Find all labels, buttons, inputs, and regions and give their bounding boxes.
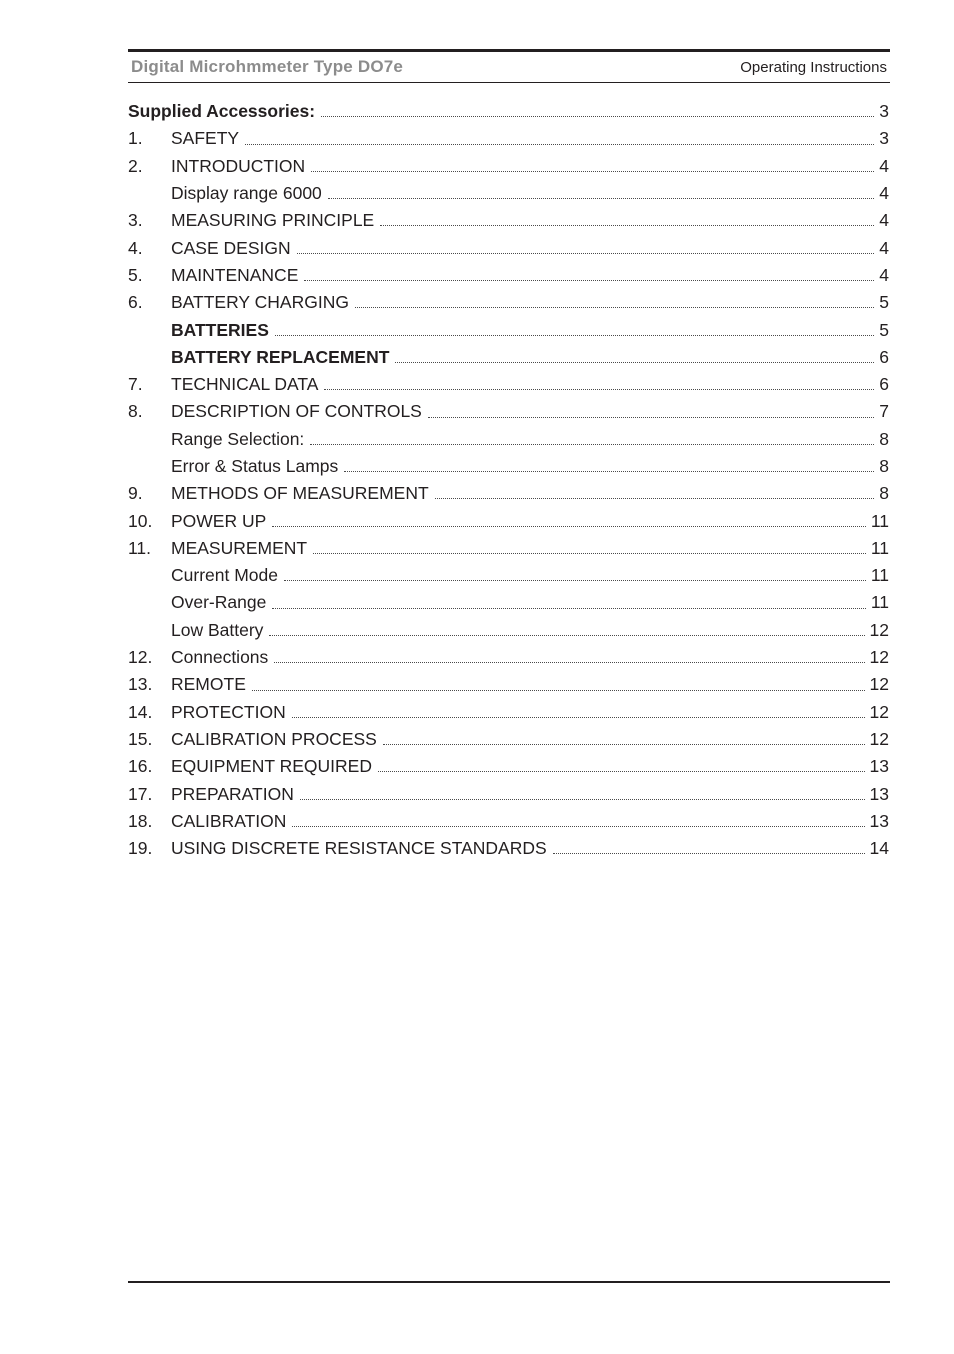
toc-entry[interactable] [128,207,889,234]
page-header [128,52,890,82]
toc-entry-page: 4 [879,183,889,204]
toc-entry-page: 7 [879,401,889,422]
toc-dot-leader [313,552,866,554]
toc-entry-number: 11. [128,537,152,558]
toc-entry-title: Range Selection: [171,428,305,449]
toc-entry-title: METHODS OF MEASUREMENT [171,483,429,504]
toc-entry-page: 11 [870,537,889,558]
toc-entry-page: 8 [879,456,889,476]
toc-entry-title: INTRODUCTION [171,155,306,176]
toc-entry-title: MAINTENANCE [171,264,299,285]
toc-entry[interactable] [128,780,889,807]
toc-entry[interactable] [128,835,889,862]
toc-entry-title: PREPARATION [171,783,294,804]
toc-entry-page: 12 [869,674,889,695]
toc-dot-leader [274,661,864,663]
toc-entry-page: 8 [879,483,889,504]
toc-entry-number: 4. [128,237,143,258]
toc-entry-number: 17. [128,783,153,804]
toc-entry[interactable] [128,562,889,589]
toc-entry[interactable] [128,671,889,698]
toc-entry-page: 4 [879,237,889,258]
toc-entry-title: CASE DESIGN [171,237,291,258]
toc-dot-leader [292,716,865,718]
toc-dot-leader [435,497,875,499]
toc-entry-page: 6 [879,346,889,367]
toc-entry-page: 11 [870,592,889,613]
toc-dot-leader [269,634,864,636]
toc-entry-page: 12 [869,701,889,722]
toc-entry-number: 3. [128,210,143,231]
toc-entry-title: BATTERY REPLACEMENT [171,346,390,367]
toc-entry[interactable] [128,644,889,671]
toc-entry-page: 12 [869,647,889,668]
toc-dot-leader [321,115,874,117]
toc-entry[interactable] [128,398,889,425]
header-bottom-rule [128,82,890,83]
toc-entry-number: 13. [128,674,153,695]
toc-entry[interactable] [128,808,889,835]
table-of-contents [128,98,889,862]
toc-entry-page: 6 [879,374,889,395]
toc-entry-title: Connections [171,647,269,668]
toc-entry[interactable] [128,426,889,453]
toc-entry-title: BATTERY CHARGING [171,292,349,313]
toc-dot-leader [275,334,874,336]
toc-entry[interactable] [128,153,889,180]
toc-entry[interactable] [128,507,889,534]
toc-entry-title: MEASURING PRINCIPLE [171,210,375,231]
toc-entry[interactable] [128,125,889,152]
toc-entry-number: 1. [128,128,143,149]
toc-entry[interactable] [128,180,889,207]
toc-entry[interactable] [128,316,889,343]
toc-entry[interactable] [128,234,889,261]
toc-entry-page: 12 [869,619,889,640]
toc-entry-page: 3 [879,101,889,122]
toc-entry-number: 5. [128,264,143,285]
toc-dot-leader [272,525,866,527]
toc-entry[interactable] [128,289,889,316]
toc-dot-leader [245,143,874,145]
toc-entry[interactable] [128,535,889,562]
toc-dot-leader [292,825,864,827]
toc-entry-page: 12 [869,728,889,749]
toc-dot-leader [310,443,874,445]
toc-entry-title: DESCRIPTION OF CONTROLS [171,401,422,422]
toc-entry-number: 6. [128,292,143,313]
toc-entry-page: 11 [870,565,889,586]
toc-dot-leader [328,197,874,199]
toc-entry-number: 8. [128,401,143,422]
toc-entry-number: 16. [128,756,153,777]
toc-entry[interactable] [128,617,889,644]
toc-entry[interactable] [128,371,889,398]
toc-dot-leader [355,306,874,308]
toc-dot-leader [272,607,866,609]
toc-entry-title: CALIBRATION PROCESS [171,728,377,749]
toc-entry-page: 13 [869,810,889,831]
toc-entry-title: Current Mode [171,565,278,586]
toc-entry-title: Over-Range [171,592,267,613]
toc-entry[interactable] [128,753,889,780]
toc-entry-page: 3 [879,128,889,149]
toc-entry[interactable] [128,589,889,616]
toc-entry-number: 14. [128,701,153,722]
toc-dot-leader [378,770,865,772]
toc-entry-title: MEASUREMENT [171,537,308,558]
toc-entry-number: 19. [128,838,153,859]
toc-entry-page: 4 [879,264,889,285]
toc-dot-leader [324,388,874,390]
toc-entry-number: 10. [128,510,153,531]
toc-dot-leader [428,416,874,418]
toc-dot-leader [553,852,865,854]
toc-entry[interactable] [128,480,889,507]
toc-entry-title: PROTECTION [171,701,286,722]
toc-entry-page: 14 [869,838,889,859]
document-title: Digital Microhmmeter Type DO7e [131,57,404,76]
toc-entry-number: 18. [128,810,153,831]
footer-rule [128,1281,890,1283]
toc-entry-title: Supplied Accessories: [128,101,316,122]
toc-entry-page: 4 [879,210,889,231]
toc-entry-page: 8 [879,428,889,449]
toc-entry-title: BATTERIES [171,319,269,340]
toc-dot-leader [395,361,874,363]
toc-entry-number: 12. [128,647,153,668]
toc-entry-page: 13 [869,756,889,777]
toc-entry[interactable] [128,344,889,371]
toc-entry[interactable] [128,262,889,289]
toc-entry[interactable] [128,699,889,726]
toc-dot-leader [383,743,865,745]
toc-dot-leader [252,689,865,691]
toc-dot-leader [304,279,874,281]
toc-entry-title: POWER UP [171,510,267,531]
toc-entry-title: SAFETY [171,128,240,149]
toc-entry-title: TECHNICAL DATA [171,374,319,395]
toc-entry[interactable] [128,98,889,125]
toc-entry-page: 11 [870,510,889,531]
toc-entry-page: 13 [869,783,889,804]
toc-entry-title: CALIBRATION [171,810,287,831]
toc-dot-leader [344,470,874,472]
toc-entry-number: 9. [128,483,143,504]
toc-dot-leader [311,170,874,172]
toc-entry-title: Error & Status Lamps [171,456,339,476]
toc-entry-title: USING DISCRETE RESISTANCE STANDARDS [171,838,547,859]
toc-entry-number: 7. [128,374,143,395]
toc-dot-leader [300,798,865,800]
toc-entry-title: Display range 6000 [171,183,322,204]
toc-entry-title: Low Battery [171,619,264,640]
toc-dot-leader [380,224,874,226]
toc-entry-page: 5 [879,319,889,340]
toc-entry-title: EQUIPMENT REQUIRED [171,756,372,777]
toc-dot-leader [297,252,875,254]
toc-entry[interactable] [128,726,889,753]
toc-entry[interactable] [128,453,889,480]
toc-entry-number: 2. [128,155,143,176]
toc-entry-title: REMOTE [171,674,246,695]
toc-dot-leader [284,579,866,581]
toc-entry-page: 4 [879,155,889,176]
document-subtitle: Operating Instructions [740,59,887,76]
toc-entry-number: 15. [128,728,153,749]
toc-entry-page: 5 [879,292,889,313]
